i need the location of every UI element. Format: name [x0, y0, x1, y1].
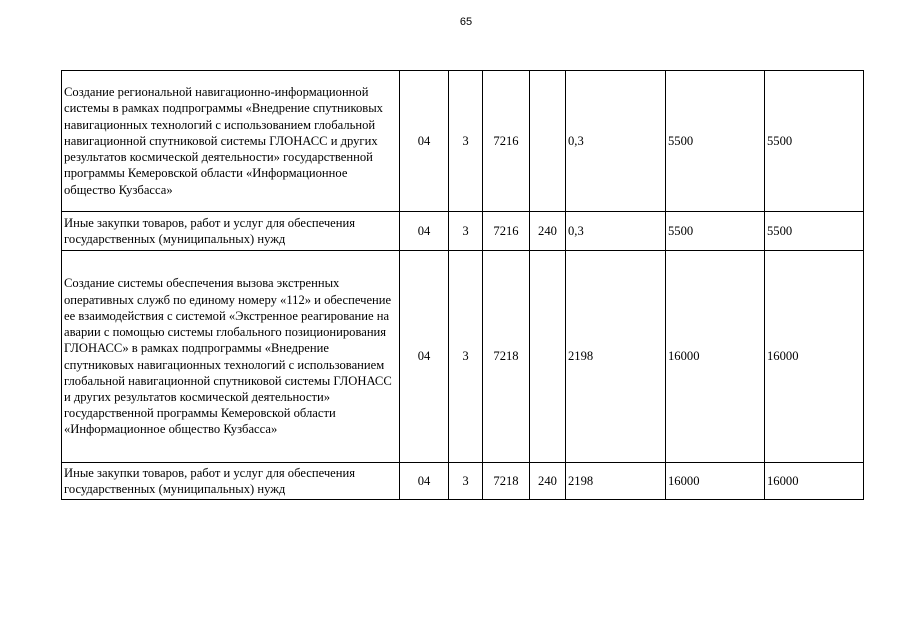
section-code: 04 [400, 212, 449, 251]
expense-type-code [530, 71, 566, 212]
value-1: 2198 [566, 463, 666, 500]
value-2: 16000 [666, 463, 765, 500]
program-code: 3 [449, 251, 483, 463]
value-3: 16000 [765, 251, 864, 463]
section-code: 04 [400, 251, 449, 463]
article-code: 7218 [483, 251, 530, 463]
table-row [62, 251, 864, 463]
value-1: 2198 [566, 251, 666, 463]
value-3: 5500 [765, 212, 864, 251]
value-2: 16000 [666, 251, 765, 463]
row-description: Создание системы обеспечения вызова экстренных оперативных служб по единому номеру «112» и обеспечение ее взаимодействия с системой «Экстренное реагирование на аварии с помощью системы глобального позиционирования ГЛОНАСС» в рамках подпрограммы «Внедрение спутниковых навигационных технологий с использованием глобальной навигационной спутниковой системы ГЛОНАСС и других результатов космической деятельности» государственной программы Кемеровской области «Информационное общество Кузбасса» [62, 251, 400, 463]
page-number: 65 [459, 16, 473, 28]
row-description: Иные закупки товаров, работ и услуг для обеспечения государственных (муниципальных) нужд [62, 212, 400, 251]
program-code: 3 [449, 71, 483, 212]
section-code: 04 [400, 463, 449, 500]
program-code: 3 [449, 212, 483, 251]
table-row [62, 71, 864, 212]
article-code: 7218 [483, 463, 530, 500]
table-row [62, 463, 864, 500]
expense-type-code: 240 [530, 212, 566, 251]
value-2: 5500 [666, 212, 765, 251]
section-code: 04 [400, 71, 449, 212]
expense-type-code: 240 [530, 463, 566, 500]
value-2: 5500 [666, 71, 765, 212]
value-1: 0,3 [566, 71, 666, 212]
budget-table [61, 70, 864, 500]
value-3: 16000 [765, 463, 864, 500]
program-code: 3 [449, 463, 483, 500]
value-1: 0,3 [566, 212, 666, 251]
article-code: 7216 [483, 212, 530, 251]
table-row [62, 212, 864, 251]
article-code: 7216 [483, 71, 530, 212]
row-description: Создание региональной навигационно-информационной системы в рамках подпрограммы «Внедрение спутниковых навигационных технологий с использованием глобальной навигационной спутниковой системы ГЛОНАСС и других результатов космической деятельности» государственной программы Кемеровской области «Информационное общество Кузбасса» [62, 71, 400, 212]
row-description: Иные закупки товаров, работ и услуг для обеспечения государственных (муниципальных) нужд [62, 463, 400, 500]
value-3: 5500 [765, 71, 864, 212]
expense-type-code [530, 251, 566, 463]
